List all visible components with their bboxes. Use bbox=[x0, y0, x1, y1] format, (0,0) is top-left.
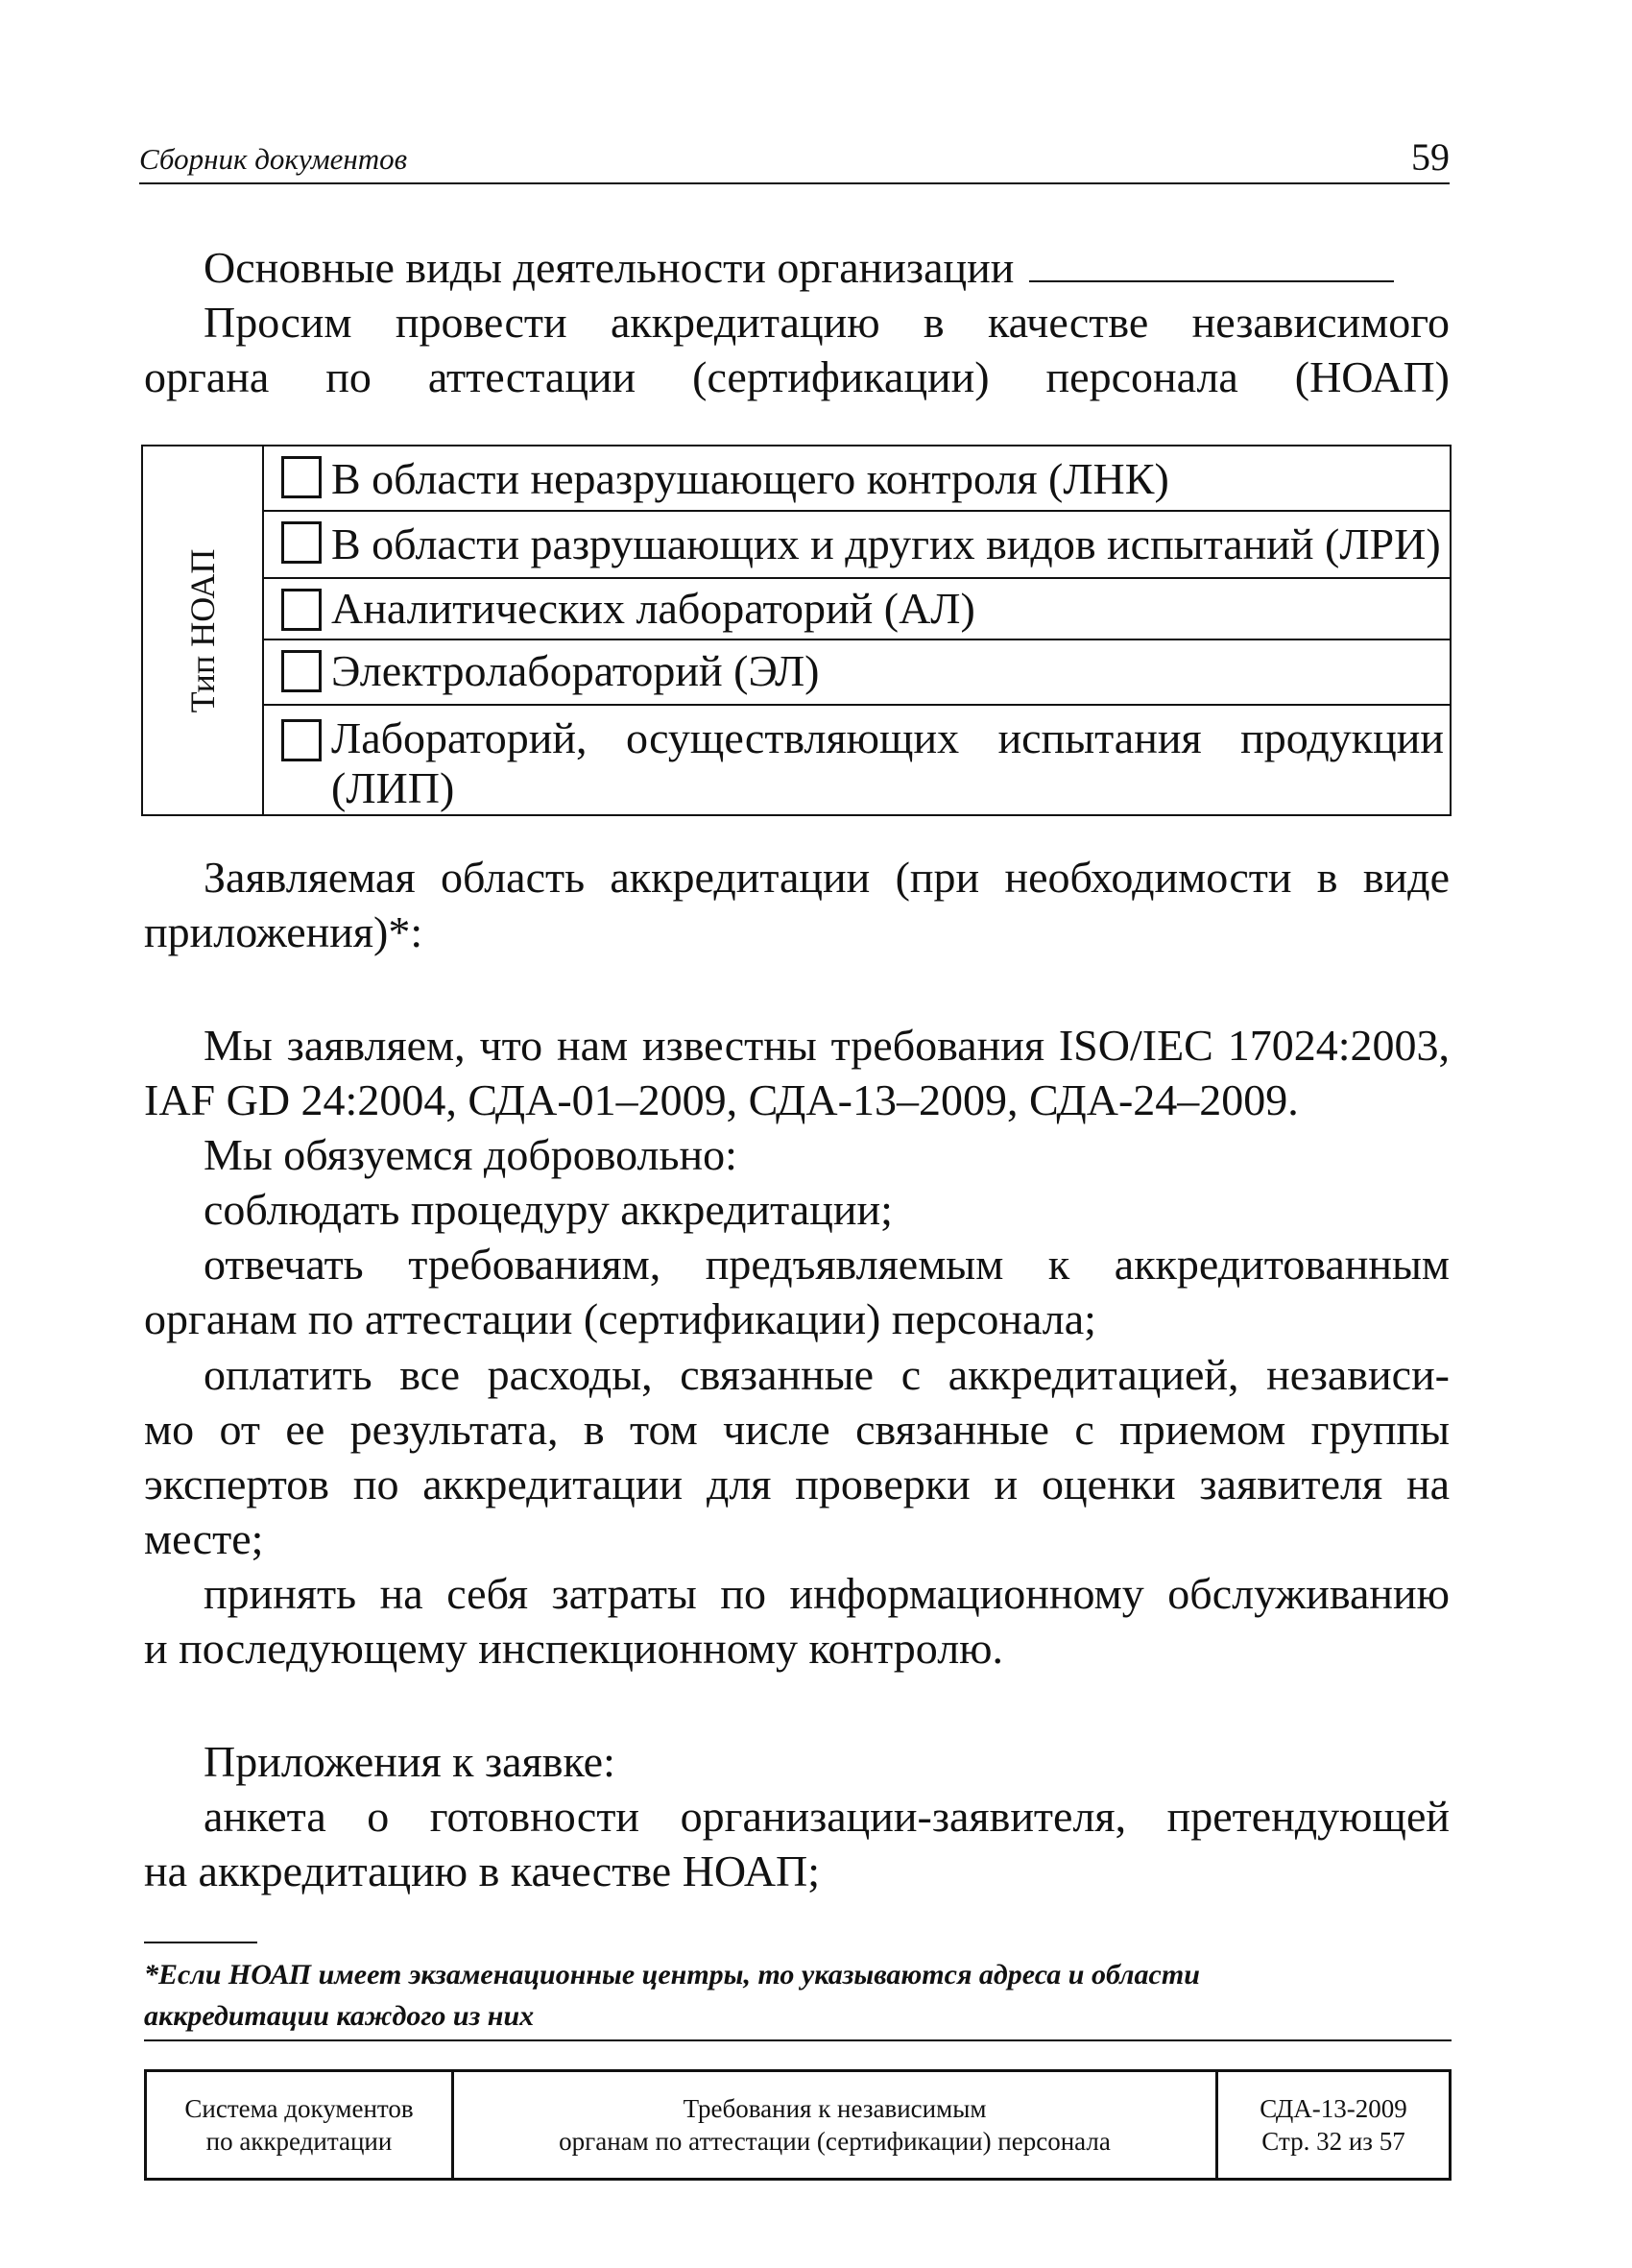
request-line-1: Просим провести аккредитацию в качестве независимого bbox=[204, 298, 1450, 347]
commit-item-2-line-2: органам по аттестации (сертификации) персонала; bbox=[144, 1294, 1096, 1343]
activities-blank[interactable] bbox=[1029, 242, 1394, 282]
commit-item-4-line-1: принять на себя затраты по информационному обслуживанию bbox=[204, 1569, 1450, 1618]
attachment-1-line-1: анкета о готовности организации-заявителя, претендующей bbox=[204, 1792, 1450, 1841]
lnk-checkbox[interactable] bbox=[281, 456, 322, 498]
footer-system-line-1: Система документов bbox=[184, 2094, 414, 2123]
lip-checkbox[interactable] bbox=[281, 719, 322, 761]
scope-line-1: Заявляемая область аккредитации (при необходимости в виде bbox=[204, 853, 1450, 902]
attachments-title: Приложения к заявке: bbox=[204, 1737, 615, 1786]
activities-label: Основные виды деятельности организации bbox=[204, 243, 1015, 292]
footnote-divider bbox=[144, 1942, 257, 1943]
footer-code-cell bbox=[1218, 2072, 1449, 2178]
noap-option-label: В области разрушающих и других видов испытаний (ЛРИ) bbox=[331, 519, 1441, 568]
noap-option-lri bbox=[264, 512, 1450, 579]
noap-option-label: Лабораторий, осуществляющих испытания продукции bbox=[331, 713, 1444, 762]
noap-option-label: Аналитических лабораторий (АЛ) bbox=[331, 584, 975, 633]
request-line-2: органа по аттестации (сертификации) персонала (НОАП) bbox=[144, 352, 1450, 401]
footer-page-info: Стр. 32 из 57 bbox=[1261, 2127, 1405, 2156]
noap-option-label: В области неразрушающего контроля (ЛНК) bbox=[331, 454, 1169, 503]
header-divider bbox=[139, 182, 1450, 184]
declare-line-2: IAF GD 24:2004, СДА-01–2009, СДА-13–2009, СДА-24–2009. bbox=[144, 1075, 1299, 1124]
commit-item-3-line-1: оплатить все расходы, связанные с аккредитацией, независи- bbox=[204, 1350, 1450, 1399]
commit-item-1: соблюдать процедуру аккредитации; bbox=[204, 1185, 893, 1234]
noap-option-label: Электролабораторий (ЭЛ) bbox=[331, 646, 820, 695]
scope-line-2: приложения)*: bbox=[144, 907, 423, 956]
footer-divider bbox=[144, 2039, 1452, 2041]
footer-doc-code: СДА-13-2009 bbox=[1260, 2094, 1407, 2123]
commit-item-3-line-4: месте; bbox=[144, 1514, 264, 1563]
commit-item-2-line-1: отвечать требованиям, предъявляемым к аккредитованным bbox=[204, 1240, 1450, 1289]
noap-type-label-cell bbox=[143, 446, 264, 814]
attachment-1-line-2: на аккредитацию в качестве НОАП; bbox=[144, 1846, 821, 1895]
footnote-line-2: аккредитации каждого из них bbox=[144, 2000, 535, 2032]
footer-title-line-1: Требования к независимым bbox=[683, 2094, 987, 2123]
noap-option-al bbox=[264, 579, 1450, 640]
commit-item-3-line-3: экспертов по аккредитации для проверки и оценки заявителя на bbox=[144, 1460, 1450, 1508]
activities-field bbox=[144, 240, 1450, 296]
footer-table bbox=[144, 2069, 1452, 2181]
noap-type-table bbox=[141, 445, 1452, 816]
commit-item-4-line-2: и последующему инспекционному контролю. bbox=[144, 1624, 1004, 1673]
noap-option-el bbox=[264, 640, 1450, 706]
commit-intro: Мы обязуемся добровольно: bbox=[204, 1130, 737, 1179]
commit-item-3-line-2: мо от ее результата, в том числе связанные с приемом группы bbox=[144, 1405, 1450, 1454]
footer-title-cell bbox=[454, 2072, 1218, 2178]
noap-option-lnk bbox=[264, 446, 1450, 512]
page-number: 59 bbox=[1411, 135, 1450, 179]
footer-system-line-2: по аккредитации bbox=[205, 2127, 393, 2156]
footer-system-cell bbox=[147, 2072, 454, 2178]
noap-option-lip bbox=[264, 706, 1450, 816]
footnote-line-1: *Если НОАП имеет экзаменационные центры, то указываются адреса и области bbox=[144, 1959, 1200, 1991]
el-checkbox[interactable] bbox=[281, 650, 322, 692]
noap-type-label: Тип НОАП bbox=[183, 548, 222, 712]
al-checkbox[interactable] bbox=[281, 589, 322, 631]
lri-checkbox[interactable] bbox=[281, 521, 322, 564]
declare-line-1: Мы заявляем, что нам известны требования ISO/IEC 17024:2003, bbox=[204, 1021, 1450, 1070]
noap-option-label-cont: (ЛИП) bbox=[331, 763, 455, 812]
footer-title-line-2: органам по аттестации (сертификации) персонала bbox=[559, 2127, 1111, 2156]
running-header-title: Сборник документов bbox=[139, 142, 408, 176]
